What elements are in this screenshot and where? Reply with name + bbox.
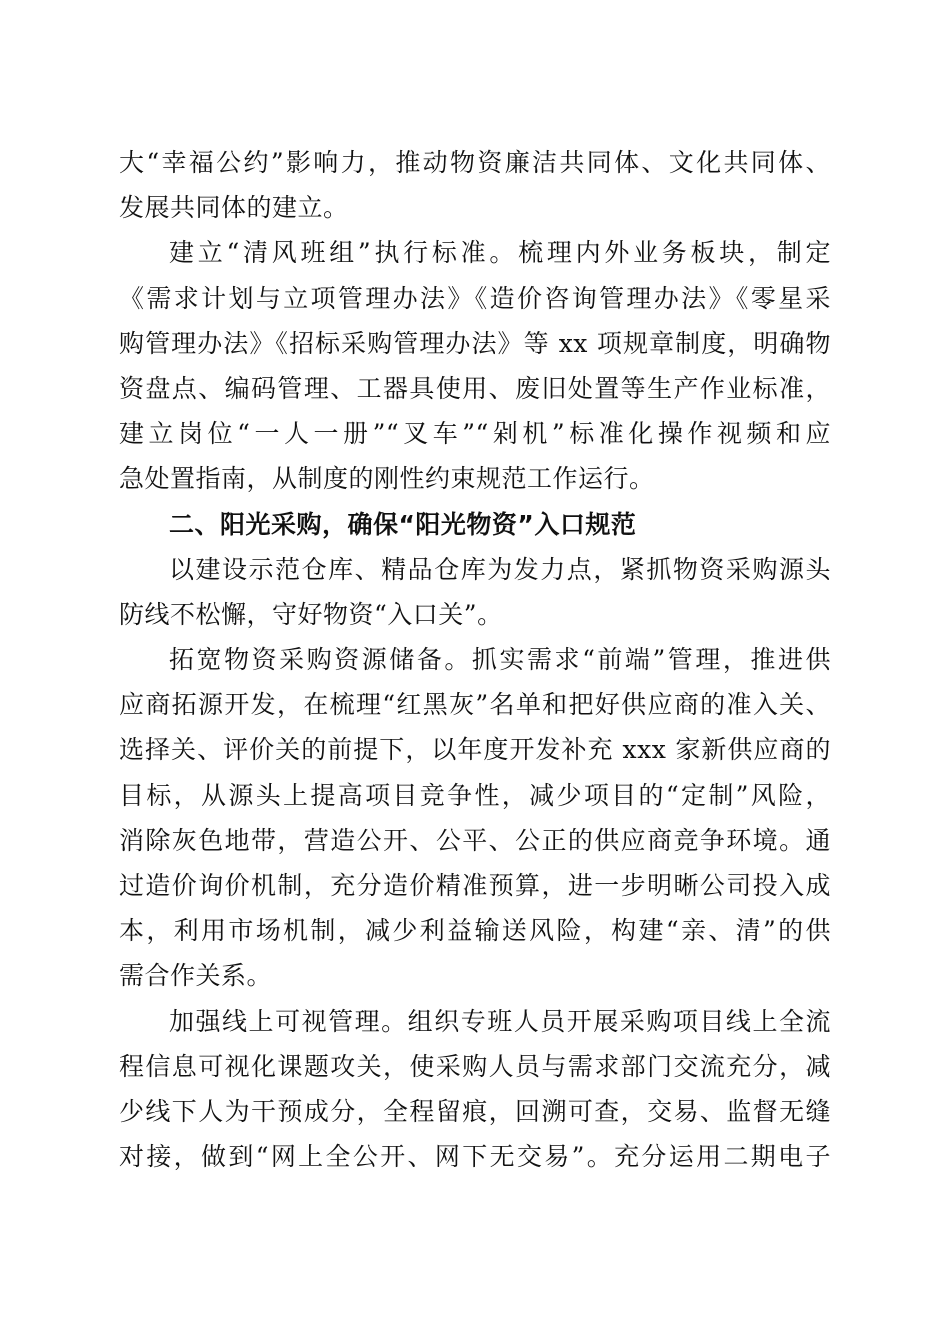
paragraph-line: 《需求计划与立项管理办法》《造价咨询管理办法》《零星采 <box>119 283 831 313</box>
section-heading: 二、阳光采购，确保“阳光物资”入口规范 <box>169 509 637 539</box>
paragraph-line: 需合作关系。 <box>119 961 273 991</box>
paragraph-line: 拓宽物资采购资源储备。抓实需求“前端”管理，推进供 <box>169 645 831 675</box>
paragraph-line: 选择关、评价关的前提下，以年度开发补充 xxx 家新供应商的 <box>119 735 831 765</box>
paragraph-line: 本，利用市场机制，减少利益输送风险，构建“亲、清”的供 <box>119 916 831 946</box>
paragraph-line: 程信息可视化课题攻关，使采购人员与需求部门交流充分，减 <box>119 1051 831 1081</box>
paragraph-line: 发展共同体的建立。 <box>119 193 349 223</box>
paragraph-line: 少线下人为干预成分，全程留痕，回溯可查，交易、监督无缝 <box>119 1096 831 1126</box>
paragraph-line: 过造价询价机制，充分造价精准预算，进一步明晰公司投入成 <box>119 871 831 900</box>
paragraph-line: 建立岗位“一人一册”“叉车”“剁机”标准化操作视频和应 <box>119 419 831 449</box>
document-body <box>119 140 831 1179</box>
paragraph-line: 大“幸福公约”影响力，推动物资廉洁共同体、文化共同体、 <box>119 148 831 177</box>
paragraph-line: 以建设示范仓库、精品仓库为发力点，紧抓物资采购源头 <box>169 554 831 584</box>
paragraph-line: 目标，从源头上提高项目竞争性，减少项目的“定制”风险， <box>119 780 831 810</box>
paragraph-line: 购管理办法》《招标采购管理办法》等 xx 项规章制度，明确物 <box>119 328 831 358</box>
paragraph-line: 资盘点、编码管理、工器具使用、废旧处置等生产作业标准， <box>119 373 831 403</box>
paragraph-line: 对接，做到“网上全公开、网下无交易”。充分运用二期电子 <box>119 1142 831 1172</box>
paragraph-line: 急处置指南，从制度的刚性约束规范工作运行。 <box>119 464 655 494</box>
paragraph-line: 应商拓源开发，在梳理“红黑灰”名单和把好供应商的准入关、 <box>119 690 831 720</box>
paragraph-line: 消除灰色地带，营造公开、公平、公正的供应商竞争环境。通 <box>119 825 831 855</box>
paragraph-line: 防线不松懈，守好物资“入口关”。 <box>119 599 503 629</box>
paragraph-line: 建立“清风班组”执行标准。梳理内外业务板块，制定 <box>169 238 831 268</box>
paragraph-line: 加强线上可视管理。组织专班人员开展采购项目线上全流 <box>169 1006 831 1036</box>
